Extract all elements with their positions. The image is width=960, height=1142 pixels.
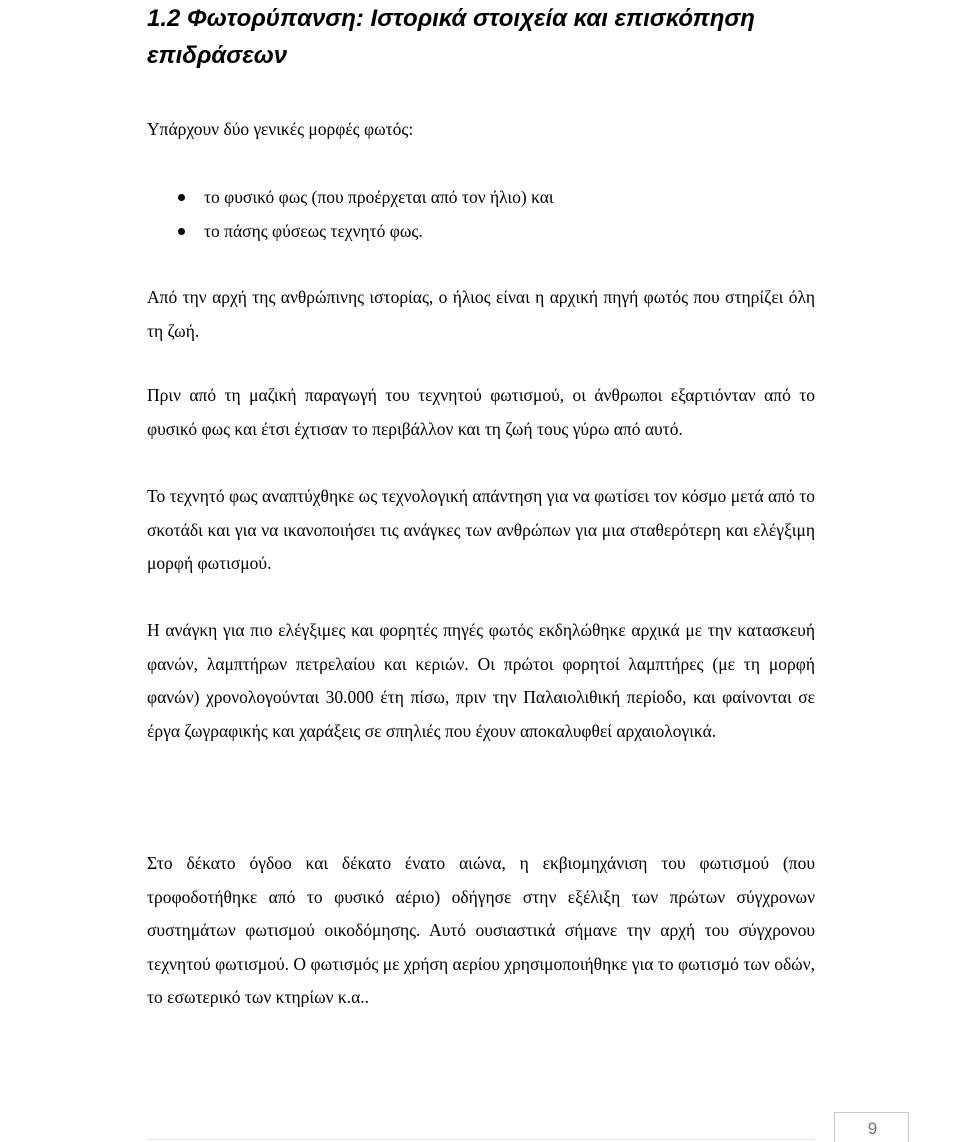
section-heading: [147, 0, 827, 74]
paragraph-artificial-light: Το τεχνητό φως αναπτύχθηκε ως τεχνολογική απάντηση για να φωτίσει τον κόσμο μετά από το σκοτάδι και για να ικανοποιήσει τις ανάγκες των ανθρώπων για μια σταθερότερη και ελέγξιμη μορφή φωτισμού.: [147, 486, 815, 573]
section-heading-line-1: 1.2 Φωτορύπανση: Ιστορικά στοιχεία και επισκόπηση: [147, 5, 755, 32]
list-item-text: το πάσης φύσεως τεχνητό φως.: [204, 221, 423, 241]
light-types-list: [147, 180, 815, 248]
bullet-icon: [178, 228, 185, 235]
page-number: 9: [867, 1119, 878, 1138]
paragraph-sun: Από την αρχή της ανθρώπινης ιστορίας, ο ήλιος είναι η αρχική πηγή φωτός που στηρίζει όλη τη ζωή.: [147, 287, 815, 341]
bullet-icon: [178, 194, 185, 201]
list-item: [147, 180, 815, 214]
paragraph-industrialization: Στο δέκατο όγδοο και δέκατο ένατο αιώνα, η εκβιομηχάνιση του φωτισμού (που τροφοδοτήθηκε από το φυσικό αέριο) οδήγησε στην εξέλιξη των πρώτων σύγχρονων συστημάτων φωτισμού οικοδόμησης. Αυτό ουσιαστικά σήμανε την αρχή του σύγχρονου τεχνητού φωτισμού. Ο φωτισμός με χρήση αερίου χρησιμοποιήθηκε για το φωτισμό των οδών, το εσωτερικό των κτηρίων κ.α..: [147, 853, 815, 1007]
intro-paragraph: Υπάρχουν δύο γενικές μορφές φωτός:: [147, 119, 414, 139]
paragraph-natural-light: Πριν από τη μαζική παραγωγή του τεχνητού φωτισμού, οι άνθρωποι εξαρτιόνταν από το φυσικό φως και έτσι έχτισαν το περιβάλλον και τη ζωή τους γύρω από αυτό.: [147, 385, 815, 439]
paragraph-portable-lamps: Η ανάγκη για πιο ελέγξιμες και φορητές πηγές φωτός εκδηλώθηκε αρχικά με την κατασκευή φανών, λαμπτήρων πετρελαίου και κεριών. Οι πρώτοι φορητοί λαμπτήρες (με τη μορφή φανών) χρονολογούνται 30.000 έτη πίσω, πριν την Παλαιολιθική περίοδο, και φαίνονται σε έργα ζωγραφικής και χαράξεις σε σπηλιές που έχουν αποκαλυφθεί αρχαιολογικά.: [147, 620, 815, 741]
section-heading-line-2: επιδράσεων: [147, 42, 288, 69]
list-item-text: το φυσικό φως (που προέρχεται από τον ήλιο) και: [204, 187, 554, 207]
list-item: [147, 214, 815, 248]
page-number-box: [834, 1112, 909, 1142]
